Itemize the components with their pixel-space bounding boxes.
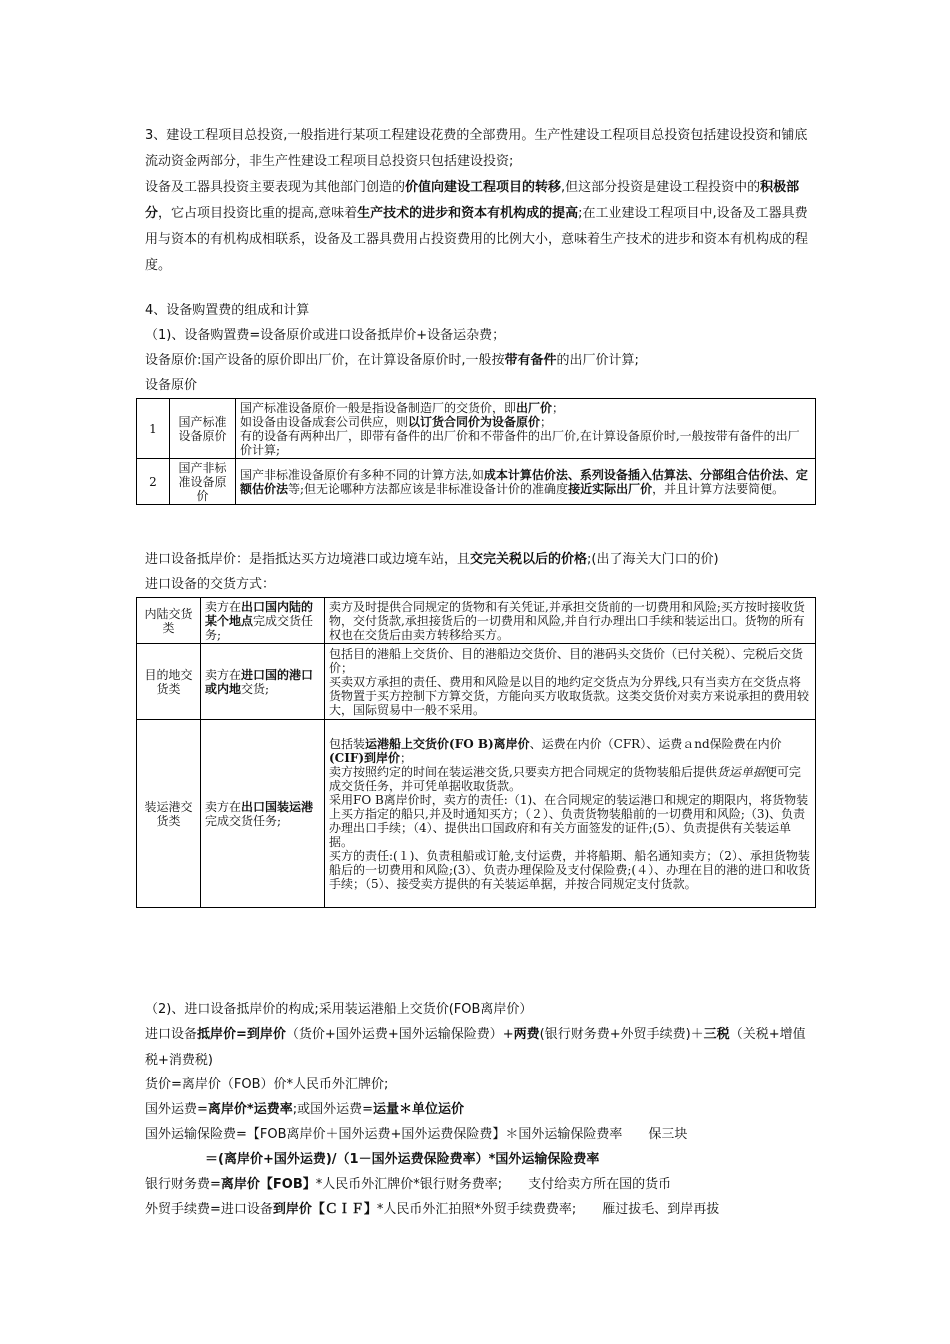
formula-insurance: 国外运输保险费=【FOB离岸价＋国外运费+国外运费保险费】＊国外运输保险费率 保三块 (145, 1127, 688, 1142)
table-row (137, 399, 816, 459)
row-description: 国产标准设备原价一般是指设备制造厂的交货价，即出厂价； 如设备由设备成套公司供应，则以订货合同价为设备原价； 有的设备有两种出厂，即带有备件的出厂价和不带备件的出厂价,在计算设备原价时,一般按带有备件的出厂价计算; (236, 399, 816, 459)
row-description: 包括目的港船上交货价、目的港船边交货价、目的港码头交货价（已付关税）、完税后交货价； 买卖双方承担的责任、费用和风险是以目的地约定交货点为分界线,只有当卖方在交货点将货物置于买方控制下方算交货，方能向买方收取货款。这类交货价对卖方来说承担的费用较大，国际贸易中一般不采用。 (325, 644, 816, 720)
row-label: 国产标准设备原价 (170, 399, 236, 459)
section4-line-3: 设备原价 (145, 378, 198, 393)
row-description: 卖方及时提供合同规定的货物和有关凭证,并承担交货前的一切费用和风险;买方按时接收货物，交付货款,承担接货后的一切费用和风险,并自行办理出口手续和装运出口。货物的所有权也在交货后由卖方转移给买方。 (325, 598, 816, 644)
row-description: 国产非标准设备原价有多种不同的计算方法,如成本计算估价法、系列设备插入估算法、分部组合估价法、定额估价法等;但无论哪种方法都应该是非标准设备计价的准确度接近实际出厂价，并且计算方法要简便。 (236, 459, 816, 505)
section2-title: （2)、进口设备抵岸价的构成;采用装运港船上交货价(FOB离岸价） (145, 1002, 533, 1017)
import-delivery-title: 进口设备的交货方式： (145, 577, 276, 592)
row-seller-duty: 卖方在出口国装运港完成交货任务; (201, 720, 325, 908)
row-number: 1 (137, 399, 170, 459)
import-definition: 进口设备抵岸价：是指抵达买方边境港口或边境车站，且交完关税以后的价格;(出了海关大门口的价) (145, 552, 719, 567)
section4-title: 4、设备购置费的组成和计算 (145, 303, 310, 318)
table-row (137, 459, 816, 505)
section4-line-1: （1)、设备购置费=设备原价或进口设备抵岸价+设备运杂费； (145, 328, 506, 343)
section3-paragraph-1: 3、建设工程项目总投资,一般指进行某项工程建设花费的全部费用。生产性建设工程项目总投资包括建设投资和铺底流动资金两部分，非生产性建设工程项目总投资只包括建设投资; (145, 128, 808, 169)
formula-goods-price: 货价=离岸价（FOB）价*人民币外汇牌价; (145, 1077, 389, 1092)
table-row (137, 720, 816, 908)
row-label: 国产非标准设备原价 (170, 459, 236, 505)
formula-bank-fee: 银行财务费=离岸价【FOB】*人民币外汇牌价*银行财务费率; 支付给卖方所在国的货币 (145, 1177, 672, 1192)
section4-line-2: 设备原价:国产设备的原价即出厂价，在计算设备原价时,一般按带有备件的出厂价计算; (145, 353, 639, 368)
delivery-method-table (136, 597, 816, 908)
row-number: 2 (137, 459, 170, 505)
equipment-price-table (136, 398, 816, 505)
row-label: 内陆交货类 (137, 598, 201, 644)
row-label: 装运港交货类 (137, 720, 201, 908)
row-seller-duty: 卖方在出口国内陆的某个地点完成交货任务; (201, 598, 325, 644)
formula-freight: 国外运费=离岸价*运费率;或国外运费=运量＊单位运价 (145, 1102, 465, 1117)
row-description: 包括装运港船上交货价(FO B)离岸价、运费在内价（CFR）、运费ａnd保险费在内价(CIF)到岸价； 卖方按照约定的时间在装运港交货,只要卖方把合同规定的货物装船后提供货运单据便可完成交货任务，并可凭单据收取货款。 采用FO B离岸价时，卖方的责任:（1)、在合同规定的装运港口和规定的期限内，将货物装上买方指定的船只,并及时通知买方；（２）、负责货物装船前的一切费用和风险;（3)、负责办理出口手续；（4）、提供出口国政府和有关方面签发的证件;(5）、负责提供有关装运单据。 买方的责任:(１)、负责租船或订舱,支付运费，并将船期、船名通知卖方；（2）、承担货物装船后的一切费用和风险;(3）、负责办理保险及支付保险费;(４）、办理在目的港的进口和收货手续；（5）、接受卖方提供的有关装运单据，并按合同规定支付货款。 (325, 720, 816, 908)
row-seller-duty: 卖方在进口国的港口或内地交货; (201, 644, 325, 720)
formula-trade-fee: 外贸手续费=进口设备到岸价【ＣＩＦ】*人民币外汇拍照*外贸手续费费率; 雁过拔毛、到岸再拔 (145, 1202, 720, 1217)
table-row (137, 644, 816, 720)
formula-landed-price: 进口设备抵岸价=到岸价（货价+国外运费+国外运输保险费）+两费(银行财务费+外贸手续费)＋三税（关税+增值税+消费税) (145, 1027, 806, 1068)
formula-insurance-expanded: ＝(离岸价+国外运费)/（1－国外运费保险费率）*国外运输保险费率 (205, 1152, 600, 1167)
row-label: 目的地交货类 (137, 644, 201, 720)
section3-paragraph-2: 设备及工器具投资主要表现为其他部门创造的价值向建设工程项目的转移,但这部分投资是建设工程投资中的积极部分，它占项目投资比重的提高,意味着生产技术的进步和资本有机构成的提高;在工业建设工程项目中,设备及工器具费用与资本的有机构成相联系，设备及工器具费用占投资费用的比例大小，意味着生产技术的进步和资本有机构成的程度。 (145, 180, 809, 273)
table-row (137, 598, 816, 644)
